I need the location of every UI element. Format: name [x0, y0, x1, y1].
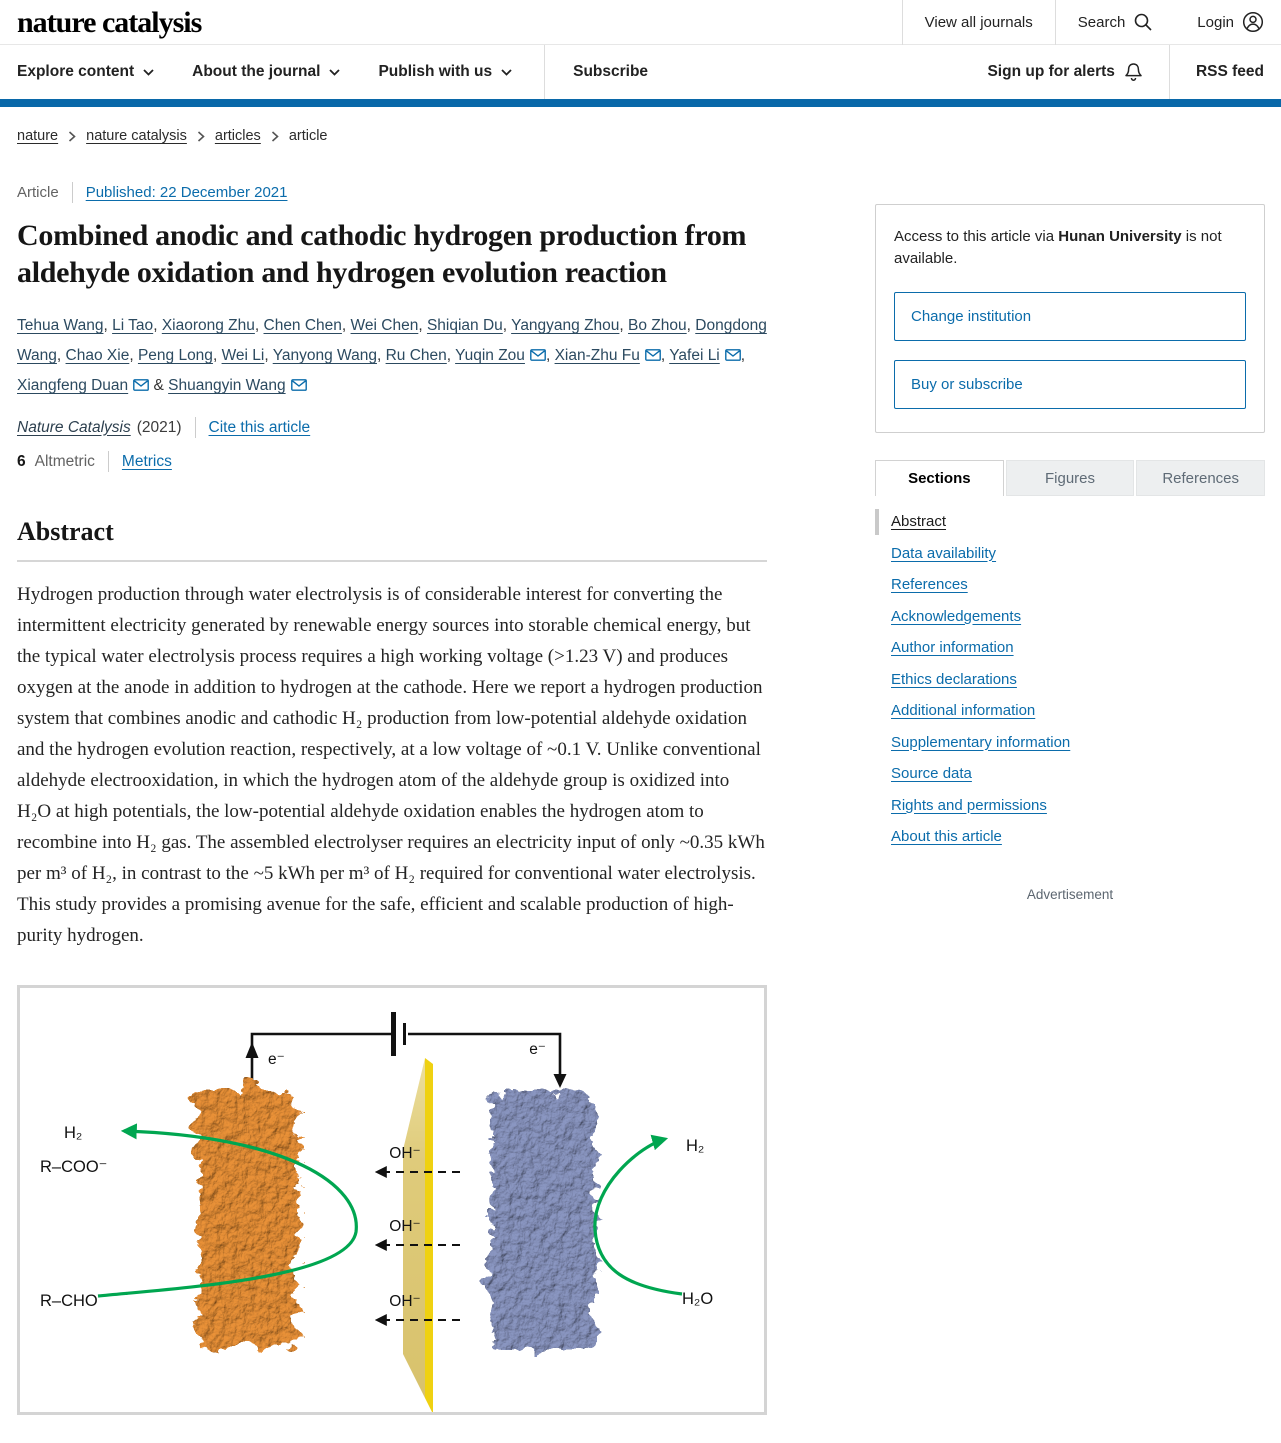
breadcrumb-link[interactable]: articles [214, 128, 261, 144]
section-item-acknowledgements [891, 607, 1265, 626]
access-message-suffix: is not available. [894, 228, 1222, 267]
author-link[interactable]: Shuangyin Wang [168, 377, 286, 394]
section-link-references[interactable]: References [891, 576, 968, 593]
divider [195, 417, 196, 438]
author-list [17, 311, 767, 401]
accent-bar [0, 99, 1281, 107]
article-type-label: Article [17, 184, 59, 201]
h2-label-left: H₂ [64, 1124, 83, 1142]
section-link-data-availability[interactable]: Data availability [891, 544, 997, 562]
nav-subscribe[interactable] [573, 63, 648, 81]
institution-name: Hunan University [1058, 228, 1182, 245]
membrane [403, 1058, 433, 1412]
rss-label: RSS feed [1195, 63, 1264, 80]
author-separator: , [153, 317, 162, 334]
h2-label-right: H₂ [686, 1137, 705, 1155]
electron-arrow-up [246, 1042, 259, 1058]
author-separator: , [545, 347, 555, 364]
chevron-right-icon [271, 131, 279, 142]
section-link-about-this-article[interactable]: About this article [891, 828, 1002, 845]
email-icon[interactable] [530, 349, 546, 361]
cite-article-link[interactable]: Cite this article [208, 418, 311, 436]
chevron-right-icon [197, 131, 205, 142]
hydroxide-label: OH⁻ [389, 1293, 421, 1310]
section-item-additional-information [891, 701, 1265, 720]
article-title: Combined anodic and cathodic hydrogen production from aldehyde oxidation and hydrogen evolution reaction [17, 219, 747, 289]
advertisement-label: Advertisement [1026, 887, 1114, 902]
journal-logo[interactable]: nature catalysis [17, 6, 202, 39]
sidebar [875, 204, 1265, 902]
anode-electrode [192, 1084, 292, 1344]
search-icon [1133, 12, 1153, 32]
author-link[interactable]: Yafei Li [669, 347, 720, 364]
alerts-label: Sign up for alerts [987, 63, 1115, 80]
section-link-ethics-declarations[interactable]: Ethics declarations [891, 670, 1017, 688]
section-link-rights-and-permissions[interactable]: Rights and permissions [891, 796, 1047, 814]
section-link-source-data[interactable]: Source data [891, 765, 972, 782]
nav-label: Publish with us [378, 63, 493, 80]
author-link[interactable]: Xiaorong Zhu [161, 317, 255, 334]
tab-references[interactable]: References [1136, 460, 1265, 496]
author-separator: , [660, 347, 670, 364]
author-link[interactable]: Wei Chen [350, 317, 419, 334]
sections-list [875, 512, 1265, 846]
login-link[interactable] [1175, 0, 1264, 45]
author-separator: , [740, 347, 746, 364]
author-separator: , [129, 347, 138, 364]
published-date-link[interactable]: Published: 22 December 2021 [85, 184, 288, 201]
metrics-link[interactable]: Metrics [121, 452, 172, 470]
author-separator: , [446, 347, 456, 364]
carboxylate-label: R–COO⁻ [40, 1158, 108, 1176]
breadcrumb-link[interactable]: nature catalysis [86, 128, 187, 144]
section-link-acknowledgements[interactable]: Acknowledgements [891, 607, 1022, 625]
altmetric-label: Altmetric [34, 452, 95, 470]
author-link[interactable]: Dongdong Wang [17, 317, 767, 364]
author-link[interactable]: Bo Zhou [628, 317, 687, 334]
author-link[interactable]: Shiqian Du [426, 317, 503, 334]
bell-icon [1124, 62, 1143, 82]
journal-link[interactable]: Nature Catalysis [17, 418, 131, 436]
chevron-down-icon [143, 69, 154, 76]
author-link[interactable]: Ru Chen [385, 347, 447, 364]
nav-label: Subscribe [573, 63, 649, 80]
author-link[interactable]: Xian-Zhu Fu [554, 347, 640, 364]
login-label: Login [1197, 13, 1234, 31]
section-item-author-information [891, 638, 1265, 657]
abstract-section [17, 517, 767, 951]
section-item-rights-and-permissions [891, 796, 1265, 815]
divider [72, 182, 73, 203]
altmetric-count: 6 [17, 452, 26, 470]
publication-year: (2021) [136, 418, 182, 436]
author-separator: & [149, 377, 169, 394]
electron-label-right: e⁻ [529, 1041, 546, 1058]
section-item-ethics-declarations [891, 670, 1265, 689]
section-item-references [891, 575, 1265, 594]
sidebar-tabs [875, 460, 1265, 496]
electron-label-left: e⁻ [268, 1051, 285, 1068]
email-icon[interactable] [645, 349, 661, 361]
author-link[interactable]: Yuqin Zou [455, 347, 525, 364]
access-message [894, 226, 1246, 270]
author-separator: , [376, 347, 386, 364]
breadcrumb-current: article [288, 128, 328, 144]
rss-feed-link[interactable] [1196, 63, 1264, 81]
section-link-additional-information[interactable]: Additional information [891, 702, 1036, 719]
breadcrumb [17, 128, 767, 144]
tab-sections[interactable]: Sections [875, 460, 1004, 496]
aldehyde-label: R–CHO [40, 1292, 98, 1310]
author-separator: , [418, 317, 427, 334]
search-link[interactable] [1056, 0, 1176, 45]
electron-arrow-down [554, 1074, 567, 1088]
hydroxide-label: OH⁻ [389, 1218, 421, 1235]
section-item-about-this-article [891, 827, 1265, 846]
primary-nav [17, 45, 686, 99]
author-separator: , [254, 317, 264, 334]
nav-about-the-journal[interactable] [192, 63, 340, 81]
section-link-abstract[interactable]: Abstract [891, 513, 947, 530]
section-link-author-information[interactable]: Author information [891, 639, 1014, 656]
cathode-reaction-arrow [595, 1139, 682, 1294]
view-all-journals-link[interactable] [903, 0, 1055, 45]
section-item-supplementary-information [891, 733, 1265, 752]
author-link[interactable]: Xiangfeng Duan [17, 377, 129, 394]
abstract-divider [17, 560, 767, 562]
change-institution-button[interactable]: Change institution [894, 292, 1246, 341]
electrolyser-diagram [20, 988, 764, 1412]
view-all-journals-label: View all journals [924, 13, 1033, 31]
divider [544, 45, 545, 99]
author-link[interactable]: Chao Xie [65, 347, 130, 364]
access-panel [875, 204, 1265, 433]
buy-subscribe-button[interactable]: Buy or subscribe [894, 360, 1246, 409]
author-link[interactable]: Peng Long [137, 347, 213, 364]
abstract-text: Hydrogen production through water electrolysis is of considerable interest for converting the intermittent electricity generated by renewable energy sources into storable chemical energy, but the typical water electrolysis process requires a high working voltage (>1.23 V) and produces oxygen at the anode in addition to hydrogen at the cathode. Here we report a hydrogen production system that combines anodic and cathodic H₂ production from low-potential aldehyde oxidation and the hydrogen evolution reaction, respectively, at a low voltage of ~0.1 V. Unlike conventional aldehyde electrooxidation, in which the hydrogen atom of the aldehyde group is oxidized into H₂O at high potentials, the low-potential aldehyde oxidation enables the hydrogen atom to recombine into H₂ gas. The assembled electrolyser requires an electricity input of only ~0.35 kWh per m³ of H₂, in contrast to the ~5 kWh per m³ of H₂ required for conventional water electrolysis. This study provides a promising avenue for the safe, efficient and scalable production of high-purity hydrogen. [17, 584, 765, 946]
author-separator: , [619, 317, 629, 334]
author-separator: , [686, 317, 696, 334]
article-figure[interactable] [17, 985, 767, 1415]
cathode-electrode [484, 1088, 590, 1346]
author-link[interactable]: Chen Chen [263, 317, 342, 334]
chevron-down-icon [329, 69, 340, 76]
user-icon [1242, 11, 1264, 33]
section-item-data-availability [891, 544, 1265, 563]
breadcrumb-link[interactable]: nature [17, 128, 59, 144]
author-separator: , [341, 317, 351, 334]
tab-figures[interactable]: Figures [1006, 460, 1135, 496]
author-separator: , [502, 317, 512, 334]
nav-explore-content[interactable] [17, 63, 154, 81]
author-link[interactable]: Tehua Wang [17, 317, 104, 334]
section-link-supplementary-information[interactable]: Supplementary information [891, 733, 1071, 751]
sign-up-alerts-link[interactable] [987, 62, 1142, 82]
author-separator: , [264, 347, 273, 364]
nav-publish-with-us[interactable] [378, 63, 512, 81]
author-separator: , [56, 347, 66, 364]
section-item-source-data [891, 764, 1265, 783]
chevron-right-icon [68, 131, 76, 142]
hydroxide-label: OH⁻ [389, 1145, 421, 1162]
divider [1169, 45, 1170, 99]
chevron-down-icon [501, 69, 512, 76]
email-icon[interactable] [725, 349, 741, 361]
email-icon[interactable] [291, 379, 307, 391]
abstract-heading: Abstract [17, 517, 114, 546]
author-link[interactable]: Yangyang Zhou [511, 317, 620, 334]
email-icon[interactable] [133, 379, 149, 391]
author-link[interactable]: Yanyong Wang [272, 347, 377, 364]
divider [108, 451, 109, 472]
author-link[interactable]: Li Tao [112, 317, 154, 334]
site-header [0, 0, 1281, 107]
nav-label: Explore content [17, 63, 135, 80]
nav-label: About the journal [192, 63, 321, 80]
access-message-prefix: Access to this article via [894, 228, 1059, 245]
search-label: Search [1077, 13, 1126, 31]
water-label: H₂O [682, 1290, 714, 1308]
battery-icon [391, 1012, 406, 1056]
author-separator: , [212, 347, 222, 364]
author-separator: , [103, 317, 113, 334]
section-item-abstract [891, 512, 1265, 531]
author-link[interactable]: Wei Li [221, 347, 265, 364]
